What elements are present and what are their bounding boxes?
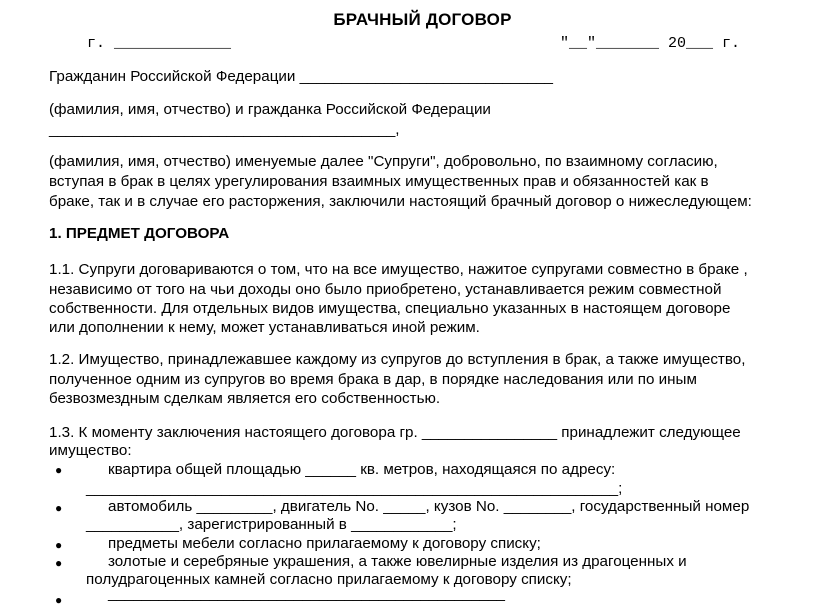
clause-1-1-line: собственности. Для отдельных видов имущества, специально указанных в настоящем договоре xyxy=(49,300,731,317)
clause-1-2-line: полученное одним из супругов во время брака в дар, в порядке наследования или по иным xyxy=(49,371,697,388)
place-line: г. _____________ xyxy=(87,35,232,52)
clause-1-1-line: 1.1. Супруги договариваются о том, что на все имущество, нажитое супругами совместно в браке , xyxy=(49,261,748,278)
clause-1-2-line: 1.2. Имущество, принадлежавшее каждому из супругов до вступления в брак, а также имущество, xyxy=(49,351,746,368)
list-item: золотые и серебряные украшения, а также ювелирные изделия из драгоценных и xyxy=(108,553,687,570)
list-item: _______________________________________________ xyxy=(108,585,505,602)
list-item: автомобиль _________, двигатель No. _____, кузов No. ________, государственный номер xyxy=(108,498,750,515)
clause-1-3-line: 1.3. К моменту заключения настоящего договора гр. ________________ принадлежит следующее xyxy=(49,424,741,441)
list-item: квартира общей площадью ______ кв. метров, находящаяся по адресу: xyxy=(108,461,616,478)
list-item-continuation: _______________________________________________________________; xyxy=(86,480,623,497)
bullet-icon: ● xyxy=(55,501,63,515)
list-item-continuation: ___________, зарегистрированный в ____________; xyxy=(86,516,457,533)
list-item-continuation: полудрагоценных камней согласно прилагаемому к договору списку; xyxy=(86,571,572,588)
bullet-icon: ● xyxy=(55,556,63,570)
list-item: предметы мебели согласно прилагаемому к договору списку; xyxy=(108,535,541,552)
bullet-icon: ● xyxy=(55,538,63,552)
clause-1-1-line: или дополнении к нему, может устанавливаться иной режим. xyxy=(49,319,480,336)
intro-paragraph-line: браке, так и в случае его расторжения, заключили настоящий брачный договор о нижеследующем: xyxy=(49,193,752,210)
document-title: БРАЧНЫЙ ДОГОВОР xyxy=(333,10,512,29)
citizen-blank: _________________________________________, xyxy=(49,121,400,138)
bullet-icon: ● xyxy=(55,593,63,607)
clause-1-3-line: имущество: xyxy=(49,442,132,459)
date-line: "__"_______ 20___ г. xyxy=(560,35,741,52)
clause-1-1-line: независимо от того на чьи доходы оно было приобретено, устанавливается режим совместной xyxy=(49,281,722,298)
citizen-line-2: (фамилия, имя, отчество) и гражданка Российской Федерации xyxy=(49,101,491,118)
intro-paragraph-line: вступая в брак в целях урегулирования взаимных имущественных прав и обязанностей как в xyxy=(49,173,709,190)
citizen-line: Гражданин Российской Федерации ______________________________ xyxy=(49,68,553,85)
clause-1-2-line: безвозмездным сделкам является его собственностью. xyxy=(49,390,441,407)
intro-paragraph-line: (фамилия, имя, отчество) именуемые далее "Супруги", добровольно, по взаимному согласию, xyxy=(49,153,718,170)
section-heading: 1. ПРЕДМЕТ ДОГОВОРА xyxy=(49,225,230,242)
bullet-icon: ● xyxy=(55,463,63,477)
